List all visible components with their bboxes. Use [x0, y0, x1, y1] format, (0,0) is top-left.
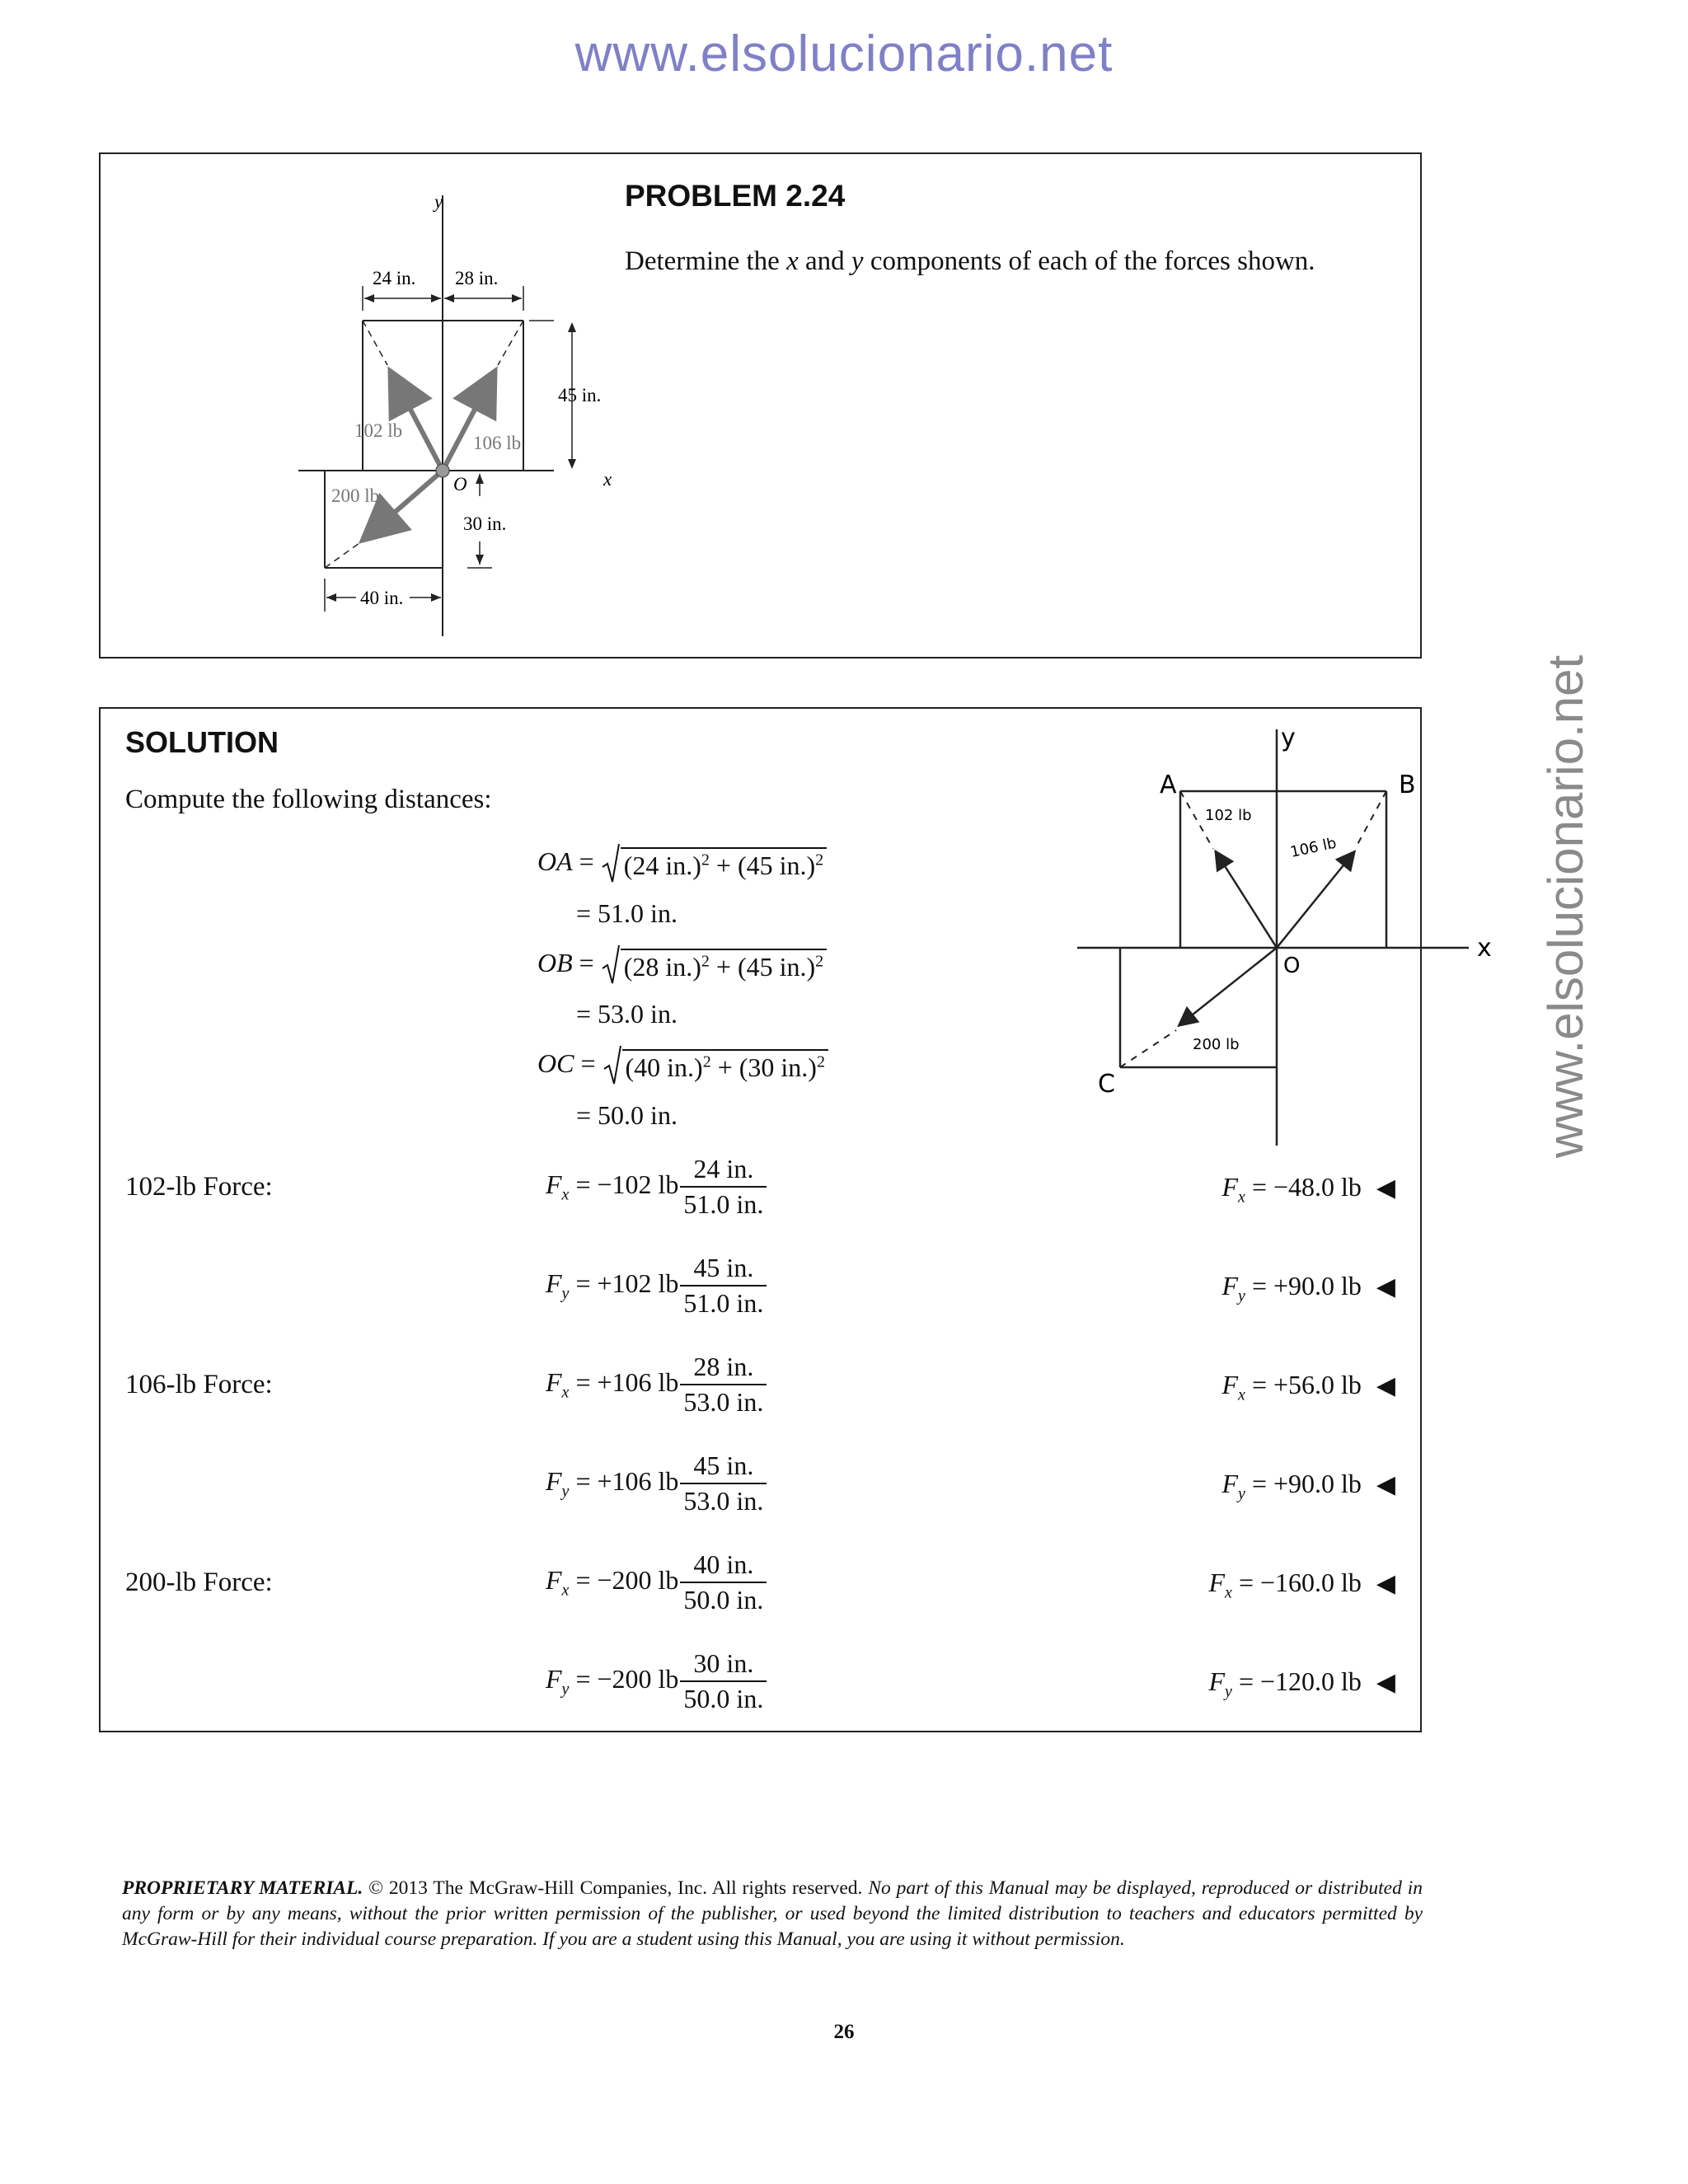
component-coef: = +106 lb: [575, 1465, 679, 1496]
result-value: = +90.0 lb: [1251, 1271, 1362, 1301]
sketch-label-b: B: [1399, 771, 1416, 799]
solution-title: SOLUTION: [125, 725, 279, 759]
component-row-label: 106-lb Force:: [125, 1370, 273, 1399]
result-value: = +90.0 lb: [1251, 1469, 1362, 1498]
watermark-top: www.elsolucionario.net: [574, 26, 1114, 82]
problem-box: [99, 152, 1422, 658]
component-denominator: 50.0 in.: [683, 1684, 764, 1713]
distance-oa-result: = 51.0 in.: [576, 898, 678, 928]
component-result: [1222, 1172, 1396, 1207]
component-symbol: F: [546, 1268, 562, 1298]
result-symbol: F: [1208, 1568, 1226, 1597]
result-symbol: F: [1221, 1271, 1239, 1301]
result-subscript: x: [1225, 1583, 1232, 1602]
end-marker-icon: ◀: [1376, 1669, 1395, 1696]
statement-part: Determine the: [625, 246, 787, 276]
result-symbol: F: [1208, 1666, 1226, 1696]
component-subscript: x: [561, 1383, 570, 1402]
component-denominator: 51.0 in.: [683, 1288, 764, 1318]
distance-name: OC: [537, 1048, 574, 1078]
end-marker-icon: ◀: [1376, 1174, 1395, 1202]
end-marker-icon: ◀: [1376, 1273, 1395, 1301]
force-200-label: 200 lb: [331, 485, 380, 506]
component-numerator: 40 in.: [680, 1549, 767, 1583]
component-coef: = −200 lb: [575, 1564, 679, 1595]
statement-part: and: [798, 246, 851, 276]
dim-40-label: 40 in.: [360, 588, 404, 608]
sketch-axis-y: y: [1281, 724, 1296, 752]
sketch-label-c: C: [1098, 1070, 1115, 1099]
sketch-force-200: 200 lb: [1193, 1036, 1240, 1053]
distance-term: (45 in.): [737, 851, 816, 881]
component-calc: [546, 1648, 767, 1714]
axis-x-label: x: [603, 469, 612, 490]
result-value: = −160.0 lb: [1238, 1568, 1362, 1597]
component-numerator: 28 in.: [680, 1352, 767, 1385]
component-denominator: 51.0 in.: [683, 1189, 764, 1219]
force-102-label: 102 lb: [354, 420, 403, 441]
statement-var-y: y: [851, 246, 864, 276]
distance-oc-result: = 50.0 in.: [576, 1100, 678, 1130]
distance-name: OB: [537, 948, 573, 977]
component-coef: = +102 lb: [575, 1268, 679, 1298]
component-subscript: y: [561, 1680, 570, 1699]
sketch-force-106: 106 lb: [1288, 834, 1339, 861]
sketch-axis-x: x: [1477, 934, 1492, 963]
solution-intro: Compute the following distances:: [125, 785, 492, 814]
component-result: [1209, 1568, 1396, 1602]
component-calc: [546, 1352, 767, 1418]
footer-notice: No part of this Manual may be displayed, reproduced or distributed in any form or by any means, without the prior written permission of the publisher, or used beyond the limited distribution to teachers and educators permitted by McGraw-Hill for their individual course preparation. If you are a student using this Manual, you are using it without permission.: [122, 1877, 1423, 1950]
component-denominator: 50.0 in.: [683, 1585, 764, 1615]
footer-lead: PROPRIETARY MATERIAL.: [122, 1877, 363, 1899]
distance-term: (28 in.): [623, 952, 701, 982]
dim-45-label: 45 in.: [558, 385, 602, 405]
dim-30-label: 30 in.: [463, 513, 507, 534]
problem-figure: [183, 162, 645, 649]
solution-sketch: [974, 713, 1502, 1150]
dim-28-label: 28 in.: [455, 268, 499, 288]
component-row-label: 102-lb Force:: [125, 1172, 273, 1202]
result-subscript: y: [1238, 1484, 1245, 1503]
page-number: 26: [833, 2021, 855, 2043]
result-subscript: y: [1238, 1286, 1245, 1305]
force-106-label: 106 lb: [473, 433, 522, 453]
problem-statement: [625, 246, 1315, 277]
origin-label: O: [453, 474, 467, 494]
result-subscript: x: [1238, 1188, 1245, 1207]
result-symbol: F: [1221, 1469, 1239, 1498]
sketch-label-o: O: [1283, 954, 1301, 978]
distance-oa: OA = (24 in.)$^2$ + (45 in.)$^2$: [537, 846, 827, 881]
end-marker-icon: ◀: [1376, 1570, 1395, 1597]
component-symbol: F: [546, 1366, 562, 1397]
sketch-force-102: 102 lb: [1205, 807, 1252, 824]
component-symbol: F: [546, 1564, 562, 1595]
component-symbol: F: [546, 1465, 562, 1496]
dim-24-label: 24 in.: [373, 268, 416, 288]
component-result: [1209, 1666, 1396, 1701]
component-row-label: 200-lb Force:: [125, 1568, 273, 1597]
end-marker-icon: ◀: [1376, 1372, 1395, 1399]
component-numerator: 45 in.: [680, 1451, 767, 1484]
statement-part: components of each of the forces shown.: [863, 246, 1315, 276]
axis-y-label: y: [434, 191, 443, 212]
footer-copyright: © 2013 The McGraw-Hill Companies, Inc. All rights reserved.: [363, 1877, 869, 1899]
component-subscript: x: [561, 1185, 570, 1204]
component-result: [1222, 1469, 1396, 1503]
component-coef: = −102 lb: [575, 1169, 679, 1199]
problem-title: PROBLEM 2.24: [625, 179, 846, 213]
distance-term: (30 in.): [738, 1052, 817, 1083]
component-coef: = +106 lb: [575, 1366, 679, 1397]
component-numerator: 24 in.: [680, 1154, 767, 1188]
distance-term: (24 in.): [623, 851, 701, 881]
component-calc: [546, 1549, 767, 1615]
component-subscript: x: [561, 1581, 570, 1600]
component-calc: [546, 1253, 767, 1319]
component-subscript: y: [561, 1482, 570, 1501]
result-subscript: x: [1238, 1385, 1245, 1404]
component-coef: = −200 lb: [575, 1663, 679, 1694]
component-calc: [546, 1154, 767, 1220]
result-symbol: F: [1221, 1370, 1239, 1399]
result-value: = +56.0 lb: [1251, 1370, 1362, 1399]
component-numerator: 30 in.: [680, 1648, 767, 1682]
result-subscript: y: [1225, 1682, 1232, 1701]
distance-oc: OC = (40 in.)$^2$ + (30 in.)$^2$: [537, 1048, 828, 1083]
distance-ob-result: = 53.0 in.: [576, 999, 678, 1029]
component-calc: [546, 1451, 767, 1516]
distance-term: (45 in.): [737, 952, 816, 982]
statement-var-x: x: [786, 246, 799, 276]
component-symbol: F: [546, 1663, 562, 1694]
copyright-footer: [122, 1876, 1423, 1952]
result-value: = −120.0 lb: [1238, 1666, 1362, 1696]
component-symbol: F: [546, 1169, 562, 1199]
component-denominator: 53.0 in.: [683, 1387, 764, 1417]
component-result: [1222, 1370, 1396, 1404]
watermark-side: www.elsolucionario.net: [1538, 654, 1593, 1159]
component-result: [1222, 1271, 1396, 1305]
distance-name: OA: [537, 846, 573, 876]
solution-box: [99, 707, 1492, 1732]
result-symbol: F: [1221, 1172, 1239, 1202]
sketch-label-a: A: [1160, 771, 1177, 799]
component-subscript: y: [561, 1284, 570, 1303]
result-value: = −48.0 lb: [1251, 1172, 1362, 1202]
end-marker-icon: ◀: [1376, 1471, 1395, 1498]
component-denominator: 53.0 in.: [683, 1486, 764, 1516]
distance-term: (40 in.): [625, 1052, 703, 1083]
component-numerator: 45 in.: [680, 1253, 767, 1286]
distance-ob: OB = (28 in.)$^2$ + (45 in.)$^2$: [537, 948, 827, 982]
